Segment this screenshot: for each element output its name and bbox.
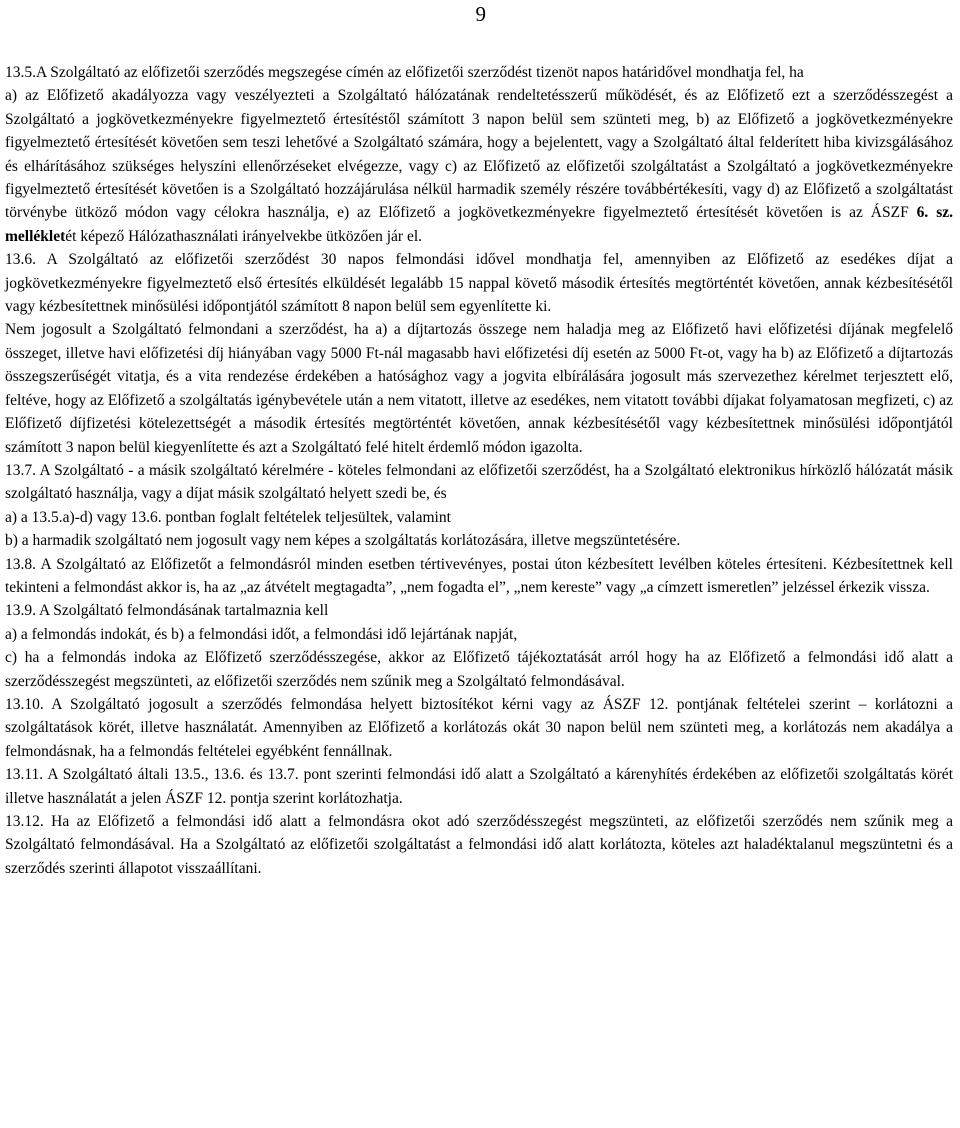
paragraph-13-9-ab: a) a felmondás indokát, és b) a felmondási időt, a felmondási idő lejártának napját, bbox=[5, 625, 518, 643]
paragraph-13-7: 13.7. A Szolgáltató - a másik szolgáltató kérelmére - köteles felmondani az előfizetői szerződést, ha a Szolgáltató elektronikus hírközlő hálózatát másik szolgáltató használja, vagy a díjat másik szolgáltató helyett szedi be, és bbox=[5, 461, 953, 503]
document-body bbox=[5, 61, 953, 880]
annex-reference-bold: 6. sz. melléklet bbox=[5, 204, 953, 245]
paragraph-13-5-conditions bbox=[5, 84, 953, 248]
paragraph-13-8: 13.8. A Szolgáltató az Előfizetőt a felmondásról minden esetben tértivevényes, postai úton kézbesített levélben köteles értesíteni. Kézbesítettnek kell tekinteni a felmondást akkor is, ha az „az átvételt megtagadta”, „nem fogadta el”, „nem kereste” vagy „a címzett ismeretlen” jelzéssel érkezik vissza. bbox=[5, 555, 953, 596]
paragraph-13-9: 13.9. A Szolgáltató felmondásának tartalmaznia kell bbox=[5, 602, 329, 620]
paragraph-13-11: 13.11. A Szolgáltató általi 13.5., 13.6. és 13.7. pont szerinti felmondási idő alatt a Szolgáltató a kárenyhítés érdekében az előfizetői szolgáltatás körét illetve használatát a jelen ÁSZF 12. pontja szerint korlátozhatja. bbox=[5, 766, 953, 807]
paragraph-13-7-b: b) a harmadik szolgáltató nem jogosult vagy nem képes a szolgáltatás korlátozására, illetve megszüntetésére. bbox=[5, 532, 681, 550]
paragraph-13-12: 13.12. Ha az Előfizető a felmondási idő alatt a felmondásra okot adó szerződésszegést megszünteti, az előfizetői szerződés nem szűnik meg a Szolgáltató felmondásával. Ha a Szolgáltató az előfizetői szolgáltatást a felmondási idő alatt korlátozta, köteles azt haladéktalanul megszüntetni és a szerződés szerinti állapotot visszaállítani. bbox=[5, 813, 953, 877]
paragraph-13-5-conditions-tail: ét képező Hálózathasználati irányelvekbe ütközően jár el. bbox=[65, 227, 423, 245]
paragraph-13-7-a: a) a 13.5.a)-d) vagy 13.6. pontban foglalt feltételek teljesültek, valamint bbox=[5, 508, 451, 526]
paragraph-13-6-exceptions: Nem jogosult a Szolgáltató felmondani a szerződést, ha a) a díjtartozás összege nem haladja meg az Előfizető havi előfizetési díjának megfelelő összeget, illetve havi előfizetési díj hiányában vagy 5000 Ft-nál magasabb havi előfizetési díj esetén az 5000 Ft-ot, vagy ha b) az Előfizető a díjtartozás összegszerűségét vitatja, és a vita rendezése érdekében a hatósághoz vagy a jogvita elbírálására jogosult más szervezethez kérelmet terjesztett elő, feltéve, hogy az Előfizető a szolgáltatás igénybevétele után a nem vitatott, illetve az esedékes, nem vitatott további díjakat folyamatosan megfizeti, c) az Előfizető díjfizetési kötelezettségét a második értesítés megtörténtét követően, annak kézbesítésétől vagy kézbesítettnek minősülési időpontjától számított 3 napon belül kiegyenlítette és azt a Szolgáltató felé hitelt érdemlő módon igazolta. bbox=[5, 321, 953, 456]
paragraph-13-9-c: c) ha a felmondás indoka az Előfizető szerződésszegése, akkor az Előfizető tájékoztatását arról hogy ha az Előfizető a felmondási idő alatt a szerződésszegést megszünteti, az előfizetői szerződés nem szűnik meg a Szolgáltató felmondásával. bbox=[5, 649, 953, 690]
page-number: 9 bbox=[475, 2, 486, 26]
paragraph-13-5-conditions-text: a) az Előfizető akadályozza vagy veszélyezteti a Szolgáltató hálózatának rendeltetésszerű működését, és az Előfizető ezt a szerződésszegést a Szolgáltató a jogkövetkezményekre figyelmeztető értesítéstől számított 3 napon belül sem szünteti meg, b) az Előfizető a jogkövetkezményekre figyelmeztető értesítését követően sem teszi lehetővé a Szolgáltató számára, hogy a bejelentett, vagy a Szolgáltató által felderített hiba kivizsgálásához és elhárításához szükséges helyszíni ellenőrzéseket elvégezze, vagy c) az Előfizető az előfizetői szolgáltatást a Szolgáltató a jogkövetkezményekre figyelmeztető értesítését követően is a Szolgáltató hozzájárulása nélkül harmadik személy részére továbbértékesíti, vagy d) az Előfizető a szolgáltatást törvénybe ütköző módon vagy célokra használja, e) az Előfizető a jogkövetkezményekre figyelmeztető értesítését követően is az ÁSZF bbox=[5, 87, 953, 222]
paragraph-13-5-intro: 13.5.A Szolgáltató az előfizetői szerződés megszegése címén az előfizetői szerződést tizenöt napos határidővel mondhatja fel, ha bbox=[5, 64, 804, 81]
paragraph-13-6: 13.6. A Szolgáltató az előfizetői szerződést 30 napos felmondási idővel mondhatja fel, amennyiben az Előfizető az esedékes díjat a jogkövetkezményekre figyelmeztető első értesítés elküldését legalább 15 nappal követő második értesítés megtörténtét követően, annak kézbesítésétől vagy kézbesítettnek minősülési időpontjától számított 8 napon belül sem egyenlítette ki. bbox=[5, 251, 953, 316]
paragraph-13-10: 13.10. A Szolgáltató jogosult a szerződés felmondása helyett biztosítékot kérni vagy az ÁSZF 12. pontjának feltételei szerint – korlátozni a szolgáltatások körét, illetve használatát. Amennyiben az Előfizető a korlátozás okát 30 napon belül nem szünteti meg, a korlátozás nem akadálya a felmondásnak, ha a felmondás feltételei egyébként fennállnak. bbox=[5, 695, 953, 760]
